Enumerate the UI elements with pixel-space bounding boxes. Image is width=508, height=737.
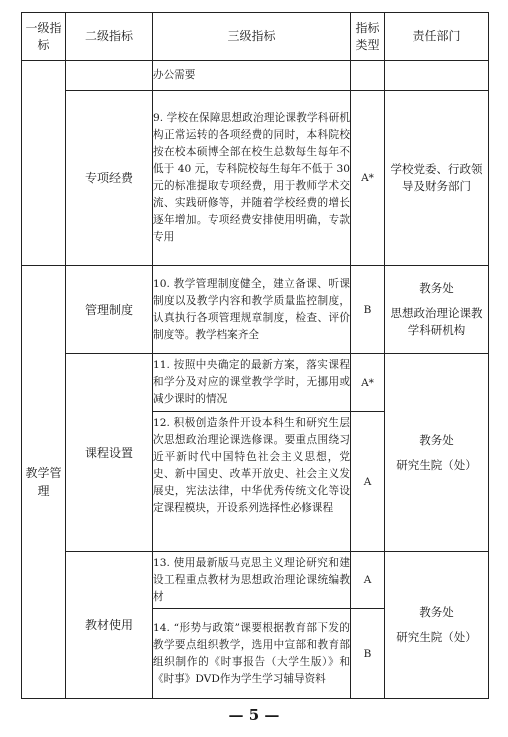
dept-cell-empty: [385, 61, 489, 91]
table-row: [22, 266, 489, 354]
table-row: [22, 552, 489, 609]
header-level1: 一级指标: [22, 13, 66, 61]
table-row: [22, 61, 489, 91]
type-cell-12: A: [351, 412, 385, 552]
level1-cell-empty: [22, 61, 66, 266]
type-cell-empty: [351, 61, 385, 91]
level2-management-system: 管理制度: [66, 266, 153, 354]
content-cell-10: 10. 教学管理制度健全，建立备课、听课制度以及教学内容和教学质量监控制度，认真执行各项管理规章制度，检查、评价制度等。教学档案齐全: [153, 266, 351, 354]
content-cell-11: 11. 按照中央确定的最新方案，落实课程和学分及对应的课堂教学学时，无挪用或减少课时的情况: [153, 354, 351, 412]
level2-special-funds: 专项经费: [66, 91, 153, 266]
header-level2: 二级指标: [66, 13, 153, 61]
indicator-table: [21, 12, 489, 699]
type-cell-13: A: [351, 552, 385, 609]
dept-academic-affairs: 教务处: [419, 432, 454, 447]
type-cell-10: B: [351, 266, 385, 354]
dept-graduate-school: 研究生院（处）: [396, 457, 477, 472]
content-cell-13: 13. 使用最新版马克思主义理论研究和建设工程重点教材为思想政治理论课统编教材: [153, 552, 351, 609]
table-row: [22, 91, 489, 266]
table-row: [22, 354, 489, 412]
type-cell-11: A*: [351, 354, 385, 412]
content-cell-9: 9. 学校在保障思想政治理论课教学科研机构正常运转的各项经费的同时，本科院校按在校本硕博全部在校生总数每生每年不低于 40 元，专科院校每生每年不低于 30元的标准提取专项经费，用于教师学术交流、实践研修等，并随着学校经费的增长逐年增加。专项经费安排使用明确，专款专用: [153, 91, 351, 266]
table-header-row: [22, 13, 489, 61]
dept-cell-textbook: [385, 552, 489, 699]
level2-course-setting: 课程设置: [66, 354, 153, 552]
dept-cell-9: 学校党委、行政领导及财务部门: [385, 91, 489, 266]
dept-teaching-research: 思想政治理论课教学科研机构: [390, 306, 483, 337]
type-cell-14: B: [351, 609, 385, 699]
header-dept: 责任部门: [385, 13, 489, 61]
header-level3: 三级指标: [153, 13, 351, 61]
level1-teaching-management: 教学管理: [22, 266, 66, 699]
level2-cell-empty: [66, 61, 153, 91]
content-cell-12: 12. 积极创造条件开设本科生和研究生层次思想政治理论课选修课。要重点围绕习近平新时代中国特色社会主义思想，党史、新中国史、改革开放史、社会主义发展史，宪法法律，中华优秀传统文化等设定课程模块，开设系列选择性必修课程: [153, 412, 351, 552]
level2-textbook-use: 教材使用: [66, 552, 153, 699]
type-cell-9: A*: [351, 91, 385, 266]
dept-academic-affairs: 教务处: [419, 605, 454, 619]
dept-academic-affairs: 教务处: [419, 281, 454, 295]
page-number: — 5 —: [228, 706, 280, 724]
content-cell-14: 14. “形势与政策”课要根据教育部下发的教学要点组织教学，选用中宣部和教育部组织制作的《时事报告（大学生版）》和《时事》DVD作为学生学习辅导资料: [153, 609, 351, 699]
dept-cell-course: [385, 354, 489, 552]
content-cell-office: 办公需要: [153, 61, 351, 91]
dept-graduate-school: 研究生院（处）: [396, 630, 477, 644]
dept-cell-10: [385, 266, 489, 354]
header-type: 指标类型: [351, 13, 385, 61]
